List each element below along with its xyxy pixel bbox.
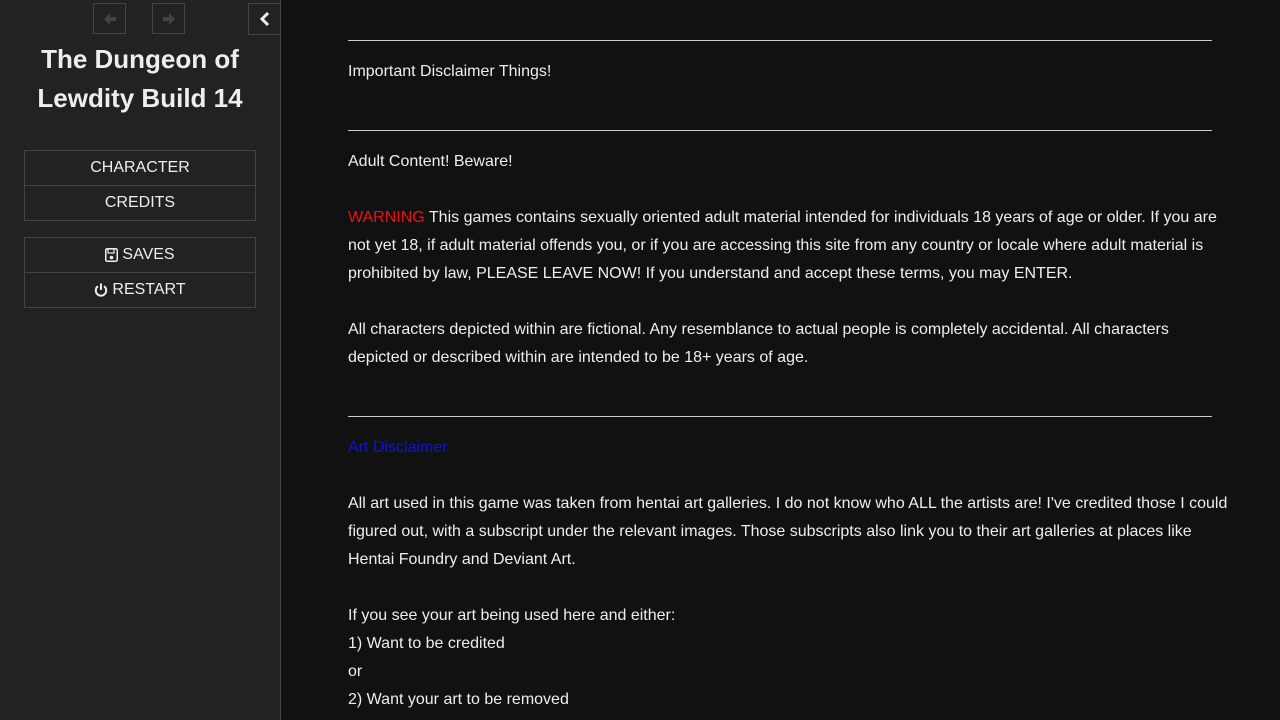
restart-button[interactable] (25, 273, 255, 307)
floppy-disk-icon (105, 248, 118, 262)
menu-item-label: SAVES (122, 246, 175, 263)
divider (348, 40, 1212, 41)
request-or: or (348, 663, 363, 680)
menu-item-label: CREDITS (104, 194, 176, 211)
menu-item-label: CHARACTER (90, 159, 190, 176)
warning-paragraph-line: not yet 18, if adult material offends you, or if you are accessing this site from any country or locale where adult material is (348, 237, 1204, 254)
menu-item-label: RESTART (112, 281, 186, 298)
warning-paragraph-line: prohibited by law, PLEASE LEAVE NOW! If you understand and accept these terms, you may ENTER. (348, 265, 1073, 282)
history-forward-button[interactable] (152, 3, 185, 34)
art-disclaimer-link[interactable]: Art Disclaimer (348, 439, 448, 456)
art-paragraph-line: figured out, with a subscript under the relevant images. Those subscripts also link you to their art galleries at places like (348, 523, 1192, 540)
warning-text: This games contains sexually oriented adult material intended for individuals 18 years of age or older. If you are (424, 209, 1217, 226)
divider (348, 416, 1212, 417)
request-option-1: 1) Want to be credited (348, 635, 505, 652)
history-back-button[interactable] (93, 3, 126, 34)
story-title (20, 40, 260, 118)
fiction-paragraph-line: All characters depicted within are fictional. Any resemblance to actual people is completely accidental. All characters (348, 321, 1169, 338)
menu-item-character[interactable] (25, 151, 255, 186)
story-menu (24, 150, 256, 221)
warning-label: WARNING (348, 209, 425, 226)
arrow-left-icon (102, 11, 118, 27)
heading-adult-content: Adult Content! Beware! (348, 153, 513, 170)
power-icon (94, 283, 108, 297)
menu-item-credits[interactable] (25, 186, 255, 220)
sidebar (0, 0, 281, 720)
divider (348, 130, 1212, 131)
heading-disclaimer: Important Disclaimer Things! (348, 63, 552, 80)
art-disclaimer-row (348, 434, 1212, 462)
story-title-line: Lewdity Build 14 (37, 83, 243, 113)
request-option-2: 2) Want your art to be removed (348, 691, 569, 708)
art-paragraph-line: Hentai Foundry and Deviant Art. (348, 551, 576, 568)
core-menu (24, 237, 256, 308)
warning-paragraph-line (348, 204, 1217, 232)
sidebar-toggle-button[interactable] (248, 3, 281, 35)
saves-button[interactable] (25, 238, 255, 273)
art-paragraph-line: All art used in this game was taken from hentai art galleries. I do not know who ALL the artists are! I've credited those I could (348, 495, 1228, 512)
fiction-paragraph-line: depicted or described within are intended to be 18+ years of age. (348, 349, 809, 366)
story-title-line: The Dungeon of (41, 44, 239, 74)
arrow-right-icon (161, 11, 177, 27)
passage-content (348, 0, 1228, 720)
request-paragraph-line: If you see your art being used here and either: (348, 607, 676, 624)
chevron-left-icon (258, 11, 272, 27)
